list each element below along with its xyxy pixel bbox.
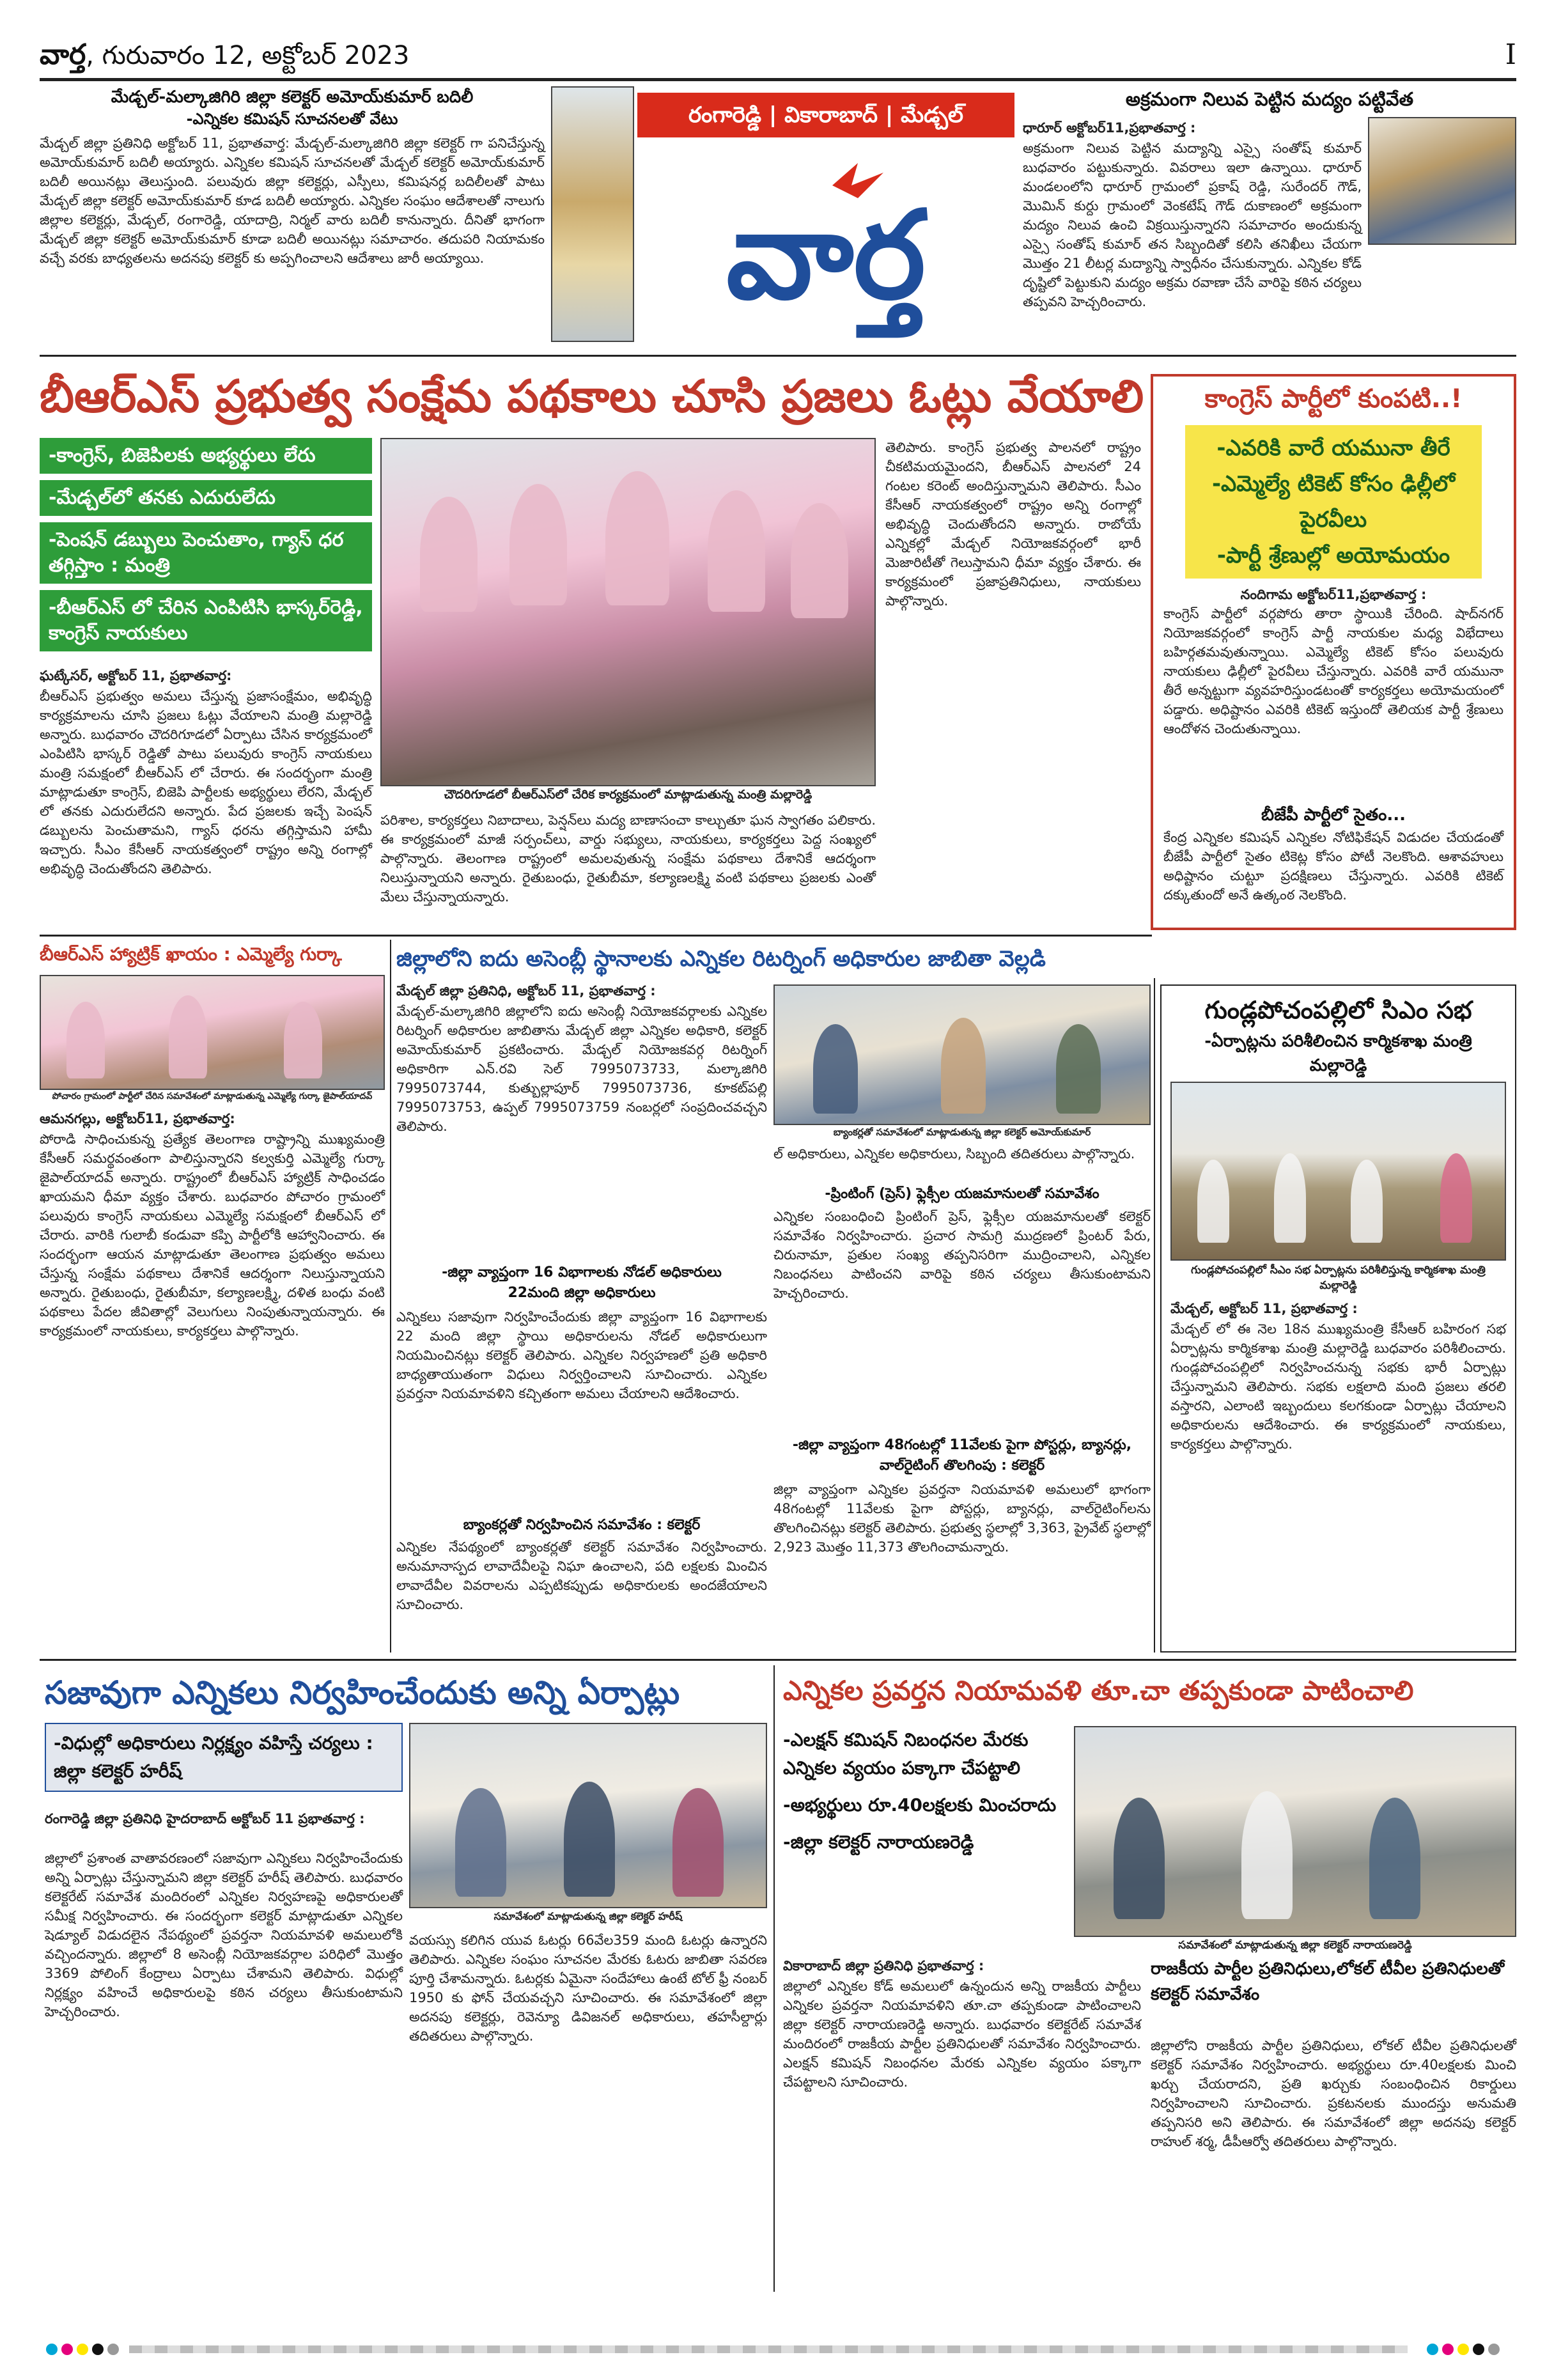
- bottom-left-sub: [45, 1723, 403, 1792]
- returning-sub1-line: -జిల్లా వ్యాప్తంగా 16 విభాగాలకు నోడల్ అధికారులు: [442, 1264, 722, 1280]
- seizure-photo: [1368, 117, 1516, 245]
- bottom-left-headline: సజావుగా ఎన్నికలు నిర్వహించేందుకు అన్ని ఏర్పాట్లు: [45, 1674, 680, 1711]
- congress-dateline: నందిగామ అక్టోబర్11,ప్రభాతవార్త :: [1240, 587, 1427, 602]
- bottom-right-dateline: వికారాబాద్ జిల్లా ప్రతినిధి ప్రభాతవార్త :: [783, 1958, 984, 1973]
- returning-dateline: మేడ్చల్ జిల్లా ప్రతినిధి, అక్టోబర్ 11, ప్రభాతవార్త :: [396, 983, 656, 999]
- footer-registration-bar: [40, 2340, 1516, 2359]
- hattrick-headline: బీఆర్ఎస్ హ్యాట్రిక్ ఖాయం : ఎమ్మెల్యే గుర్కా: [40, 944, 342, 965]
- story-liquor-seizure: [1023, 86, 1516, 348]
- lead-bullet: -మేడ్చల్‌లో తనకు ఎదురులేదు: [40, 480, 372, 516]
- lead-photo-caption: చౌదరిగూడలో బీఆర్ఎస్‌లో చేరిక కార్యక్రమంలో మాట్లాడుతున్న మంత్రి మల్లారెడ్డి: [444, 788, 812, 802]
- bankers-meeting-photo: [773, 984, 1151, 1125]
- district-banner: రంగారెడ్డి | వికారాబాద్ | మేడ్చల్: [637, 93, 1014, 137]
- lead-bullet: -కాంగ్రెస్, బిజెపిలకు అభ్యర్థులు లేరు: [40, 438, 372, 474]
- cm-sabha-dateline: మేడ్చల్, అక్టోబర్ 11, ప్రభాతవార్త :: [1170, 1301, 1358, 1316]
- collector-harish-caption: సమావేశంలో మాట్లాడుతున్న జిల్లా కలెక్టర్ హరీష్: [493, 1910, 683, 1922]
- bottom-left-dateline: రంగారెడ్డి జిల్లా ప్రతినిధి హైదరాబాద్ అక్టోబర్ 11 ప్రభాతవార్త :: [45, 1811, 365, 1826]
- returning-sub1: [396, 1263, 767, 1303]
- bottom-right-bullet: -ఎలక్షన్ కమిషన్ నిబంధనల మేరకు ఎన్నికల వ్యయం పక్కాగా చేపట్టాలి: [783, 1729, 1029, 1778]
- cm-sabha-sub: -ఏర్పాట్లను పరిశీలించిన కార్మికశాఖ మంత్రి మల్లారెడ్డి: [1204, 1032, 1472, 1075]
- returning-headline: జిల్లాలోని ఐదు అసెంబ్లీ స్థానాలకు ఎన్నికల రిటర్నింగ్ అధికారుల జాబితా వెల్లడి: [396, 946, 1046, 972]
- lead-photo: [380, 438, 876, 786]
- congress-headline: కాంగ్రెస్ పార్టీలో కుంపటి..!: [1204, 384, 1463, 414]
- cm-sabha-headline: గుండ్లపోచంపల్లిలో సిఎం సభ: [1204, 996, 1472, 1024]
- returning-sub3: -ప్రింటింగ్ (ప్రెస్) ఫ్లెక్సీల యజమానులతో సమావేశం: [825, 1186, 1099, 1202]
- lead-headline: బీఆర్ఎస్ ప్రభుత్వ సంక్షేమ పథకాలు చూసి ప్రజలు ఓట్లు వేయాలి: [40, 370, 1144, 423]
- congress-body2: కేంద్ర ఎన్నికల కమిషన్ ఎన్నికల నోటిఫికేషన్ విడుదల చేయడంతో బీజేపీ పార్టీలో సైతం టికెట్ల కోసం పోటీ నెలకొంది. ఆశావహులు అధిష్టానం చుట్టూ ప్రదక్షిణలు చేస్తున్నారు. ఎవరికి టికెట్ దక్కుతుందో అనే ఉత్కంఠ నెలకొంది.: [1163, 830, 1503, 903]
- bottom-right-headline: ఎన్నికల ప్రవర్తన నియామవళి తూ.చా తప్పకుండా పాటించాలి: [783, 1675, 1414, 1706]
- hattrick-dateline: ఆమనగల్లు, అక్టోబర్11, ప్రభాతవార్త:: [40, 1111, 235, 1126]
- cm-sabha-box: [1160, 984, 1516, 1653]
- returning-sub1b-line: 22మంది జిల్లా అధికారులు: [508, 1285, 656, 1301]
- returning-sub4: -జిల్లా వ్యాప్తంగా 48గంటల్లో 11వేలకు పైగా పోస్టర్లు, బ్యానర్లు, వాల్‌రైటింగ్ తొలగింపు : కలెక్టర్: [792, 1437, 1132, 1474]
- congress-bullet: -ఎమ్మెల్యే టికెట్ కోసం ఢిల్లీలో పైరవీలు: [1211, 471, 1456, 533]
- bottom-left-body2: వయస్సు కలిగిన యువ ఓటర్లు 66వేల359 మంది ఓటర్లు ఉన్నారని తెలిపారు. ఎన్నికల సంఘం సూచనల మేరకు ఓటరు జాబితా సవరణ పూర్తి చేశామన్నారు. ఓటర్లకు ఏమైనా సందేహాలు ఉంటే టోల్ ఫ్రీ నంబర్ 1950 కు ఫోన్ చేయవచ్చని సూచించారు. ఈ సమావేశంలో జిల్లా అదనపు కలెక్టర్లు, రెవెన్యూ డివిజనల్ అధికారులు, తహసీల్దార్లు తదితరులు పాల్గొన్నారు.: [409, 1933, 767, 2044]
- masthead: [40, 38, 1516, 75]
- vertical-rule-2: [1154, 978, 1155, 1653]
- story-collector-transfer: [40, 86, 545, 345]
- returning-body2: ఎన్నికలు సజావుగా నిర్వహించేందుకు జిల్లా వ్యాప్తంగా 16 విభాగాలకు 22 మంది జిల్లా స్థాయి అధికారులను నోడల్ అధికారులుగా నియమించినట్లు కలెక్టర్ తెలిపారు. ఎన్నికల నిర్వహణలో ప్రతి అధికారి బాధ్యతాయుతంగా విధులు నిర్వర్తించాలని సూచించారు. ఎన్నికల ప్రవర్తనా నియమావళిని కచ్చితంగా అమలు చేయాలని ఆదేశించారు.: [396, 1309, 767, 1401]
- hattrick-photo-caption: పోచారం గ్రామంలో పార్టీలో చేరిన సమావేశంలో మాట్లాడుతున్న ఎమ్మెల్యే గుర్కా జైపాల్‌యాదవ్: [52, 1091, 373, 1101]
- hattrick-body: పోరాడి సాధించుకున్న ప్రత్యేక తెలంగాణ రాష్ట్రాన్ని ముఖ్యమంత్రి కేసీఆర్ సమర్థవంతంగా పాలిస్తున్నారని కల్వకుర్తి ఎమ్మెల్యే గుర్కా జైపాల్‌యాదవ్ అన్నారు. రాష్ట్రంలో బీఆర్ఎస్ హ్యాట్రిక్ సాధించడం ఖాయమని ధీమా వ్యక్తం చేశారు. బుధవారం పోచారం గ్రామంలో పలువురు కాంగ్రెస్ నాయకులు ఎమ్మెల్యే సమక్షంలో బీఆర్ఎస్ లో చేరారు. వారికి గులాబీ కండువా కప్పి పార్టీలోకి ఆహ్వానించారు. ఈ సందర్భంగా ఆయన మాట్లాడుతూ తెలంగాణ ప్రభుత్వం అమలు చేస్తున్న సంక్షేమ పథకాలు దేశానికే ఆదర్శంగా నిలుస్తున్నాయని అన్నారు. రైతుబంధు, రైతుబీమా, కల్యాణలక్ష్మి, దళిత బంధు వంటి పథకాలు పేదల జీవితాల్లో వెలుగులు నింపుతున్నాయన్నారు. ఈ కార్యక్రమంలో నాయకులు, కార్యకర్తలు పాల్గొన్నారు.: [40, 1132, 385, 1339]
- masthead-rule: [40, 78, 1516, 81]
- bottom-left-body1: జిల్లాలో ప్రశాంత వాతావరణంలో సజావుగా ఎన్నికలు నిర్వహించేందుకు అన్ని ఏర్పాట్లు చేస్తున్నామని జిల్లా కలెక్టర్ హరీష్ తెలిపారు. బుధవారం కలెక్టరేట్ సమావేశ మందిరంలో ఎన్నికల నిర్వహణపై అధికారులతో సమీక్ష నిర్వహించారు. ఈ సందర్భంగా కలెక్టర్ మాట్లాడుతూ ఎన్నికల షెడ్యూల్ విడుదలైన నేపథ్యంలో ప్రవర్తనా నియమావళి అమలులోకి వచ్చిందన్నారు. జిల్లాలో 8 అసెంబ్లీ నియోజకవర్గాల పరిధిలో మొత్తం 3369 పోలింగ్ కేంద్రాలు ఏర్పాటు చేశామని తెలిపారు. విధుల్లో నిర్లక్ష్యం వహించే అధికారులపై కఠిన చర్యలు తీసుకుంటామని హెచ్చరించారు.: [45, 1851, 403, 2019]
- bottom-right-bullet: -అభ్యర్థులు రూ.40లక్షలకు మించరాదు: [783, 1794, 1057, 1816]
- district-banner-block: [551, 86, 1018, 348]
- lead-dateline: ఘట్కేసర్, అక్టోబర్ 11, ప్రభాతవార్త:: [40, 668, 232, 683]
- cm-sabha-photo: [1170, 1082, 1506, 1261]
- bottom-right-bullets: [783, 1726, 1064, 1856]
- congress-body: కాంగ్రెస్ పార్టీలో వర్గపోరు తారా స్థాయికి చేరింది. షాద్‌నగర్ నియోజకవర్గంలో కాంగ్రెస్ పార్టీ నాయకుల మధ్య విభేదాలు బహిర్గతమవుతున్నాయి. ఎమ్మెల్యే టికెట్ కోసం పలువురు నాయకులు ఢిల్లీలో పైరవీలు చేస్తున్నారు. ఎవరికి వారే యమునా తీరే అన్నట్టుగా వ్యవహరిస్తుండటంతో కార్యకర్తలు అయోమయంలో పడ్డారు. అధిష్టానం ఎవరికి టికెట్ ఇస్తుందో తెలియక పార్టీ శ్రేణులు ఆందోళన చెందుతున్నాయి.: [1163, 606, 1503, 736]
- headline: మేడ్చల్-మల్కాజిగిరి జిల్లా కలెక్టర్ అమోయ్‌కుమార్ బదిలీ: [111, 88, 474, 107]
- body: అక్రమంగా నిలువ పెట్టిన మద్యాన్ని ఎస్సై సంతోష్ కుమార్ బుధవారం పట్టుకున్నారు. వివరాలు ఇలా ఉన్నాయి. ధారూర్ మండలంలోని ధారూర్ గ్రామంలో ప్రకాష్ రెడ్డి, సురేందర్ గౌడ్, మొమిన్ కుర్దు గ్రామంలో వెంకటేష్ గౌడ్ దుకాణంలో అక్రమంగా మద్యం నిలువ ఉంచి విక్రయిస్తున్నారని సమాచారం అందుకున్న ఎస్సై సంతోష్ కుమార్ తన సిబ్బందితో కలిసి తనిఖీలు చేయగా మొత్తం 21 లీటర్ల మద్యాన్ని స్వాధీనం చేసుకున్నారు. ఎన్నికల కోడ్ దృష్టిలో పెట్టుకుని మద్యం అక్రమ రవాణా చేసే వారిపై కఠిన చర్యలు తప్పవని హెచ్చరించారు.: [1023, 141, 1362, 309]
- section-rule-1: [40, 355, 1516, 357]
- bottom-right-col2-head: రాజకీయ పార్టీల ప్రతినిధులు,లోకల్ టీవీల ప్రతినిధులతో కలెక్టర్ సమావేశం: [1151, 1959, 1505, 2004]
- vertical-rule-3: [773, 1665, 775, 2292]
- dateline: ధారూర్ అక్టోబర్11,ప్రభాతవార్త :: [1023, 120, 1196, 136]
- returning-body1: మేడ్చల్-మల్కాజిగిరి జిల్లాలోని ఐదు అసెంబ్లీ నియోజకవర్గాలకు ఎన్నికల రిటర్నింగ్ అధికారుల జాబితాను మేడ్చల్ జిల్లా ఎన్నికల అధికారి, కలెక్టర్ అమోయ్‌కుమార్ ప్రకటించారు. మేడ్చల్ నియోజకవర్గ రిటర్నింగ్ అధికారిగా ఎన్.రవి సెల్ 7995073733, మల్కాజిగిరి 7995073744, కుత్బుల్లాపూర్ 7995073736, కూకట్‌పల్లి 7995073753, ఉప్పల్ 7995073759 నంబర్లలో సంప్రదించవచ్చని తెలిపారు.: [396, 1004, 767, 1134]
- vertical-rule-1: [390, 940, 391, 1653]
- logo: [641, 147, 1011, 332]
- bankers-photo-caption: బ్యాంకర్లతో సమావేశంలో మాట్లాడుతున్న జిల్లా కలెక్టర్ అమోయ్‌కుమార్: [833, 1126, 1091, 1138]
- bottom-right-body1: జిల్లాలో ఎన్నికల కోడ్ అమలులో ఉన్నందున అన్ని రాజకీయ పార్టీలు ఎన్నికల ప్రవర్తనా నియమావళిని తూ.చా తప్పకుండా పాటించాలని జిల్లా కలెక్టర్ నారాయణరెడ్డి అన్నారు. బుధవారం కలెక్టరేట్ సమావేశ మందిరంలో రాజకీయ పార్టీల ప్రతినిధులతో సమావేశం నిర్వహించారు. ఎలక్షన్ కమిషన్ నిబంధనల మేరకు ఎన్నికల వ్యయం పక్కాగా చేపట్టాలని సూచించారు.: [783, 1979, 1141, 2090]
- congress-bullet: -ఎవరికి వారే యమునా తీరే: [1216, 435, 1450, 461]
- temple-photo: [551, 86, 634, 342]
- congress-subhead: బీజేపీ పార్టీలో సైతం...: [1261, 805, 1406, 825]
- congress-bullet: -పార్టీ శ్రేణుల్లో అయోమయం: [1216, 543, 1450, 568]
- returning-body3: ఎన్నికల నేపథ్యంలో బ్యాంకర్లతో కలెక్టర్ సమావేశం నిర్వహించారు. అనుమానాస్పద లావాదేవీలపై నిఘా ఉంచాలని, పది లక్షలకు మించిన లావాదేవీల వివరాలను ఎప్పటికప్పుడు అధికారులకు అందజేయాలని సూచించారు.: [396, 1539, 767, 1612]
- lead-col1: బీఆర్ఎస్ ప్రభుత్వం అమలు చేస్తున్న ప్రజాసంక్షేమం, అభివృద్ధి కార్యక్రమాలను చూసి ప్రజలు ఓట్లు వేయాలని మంత్రి మల్లారెడ్డి అన్నారు. బుధవారం చౌదరిగూడలో ఏర్పాటు చేసిన కార్యక్రమంలో ఎంపిటిసి భాస్కర్ రెడ్డితో పాటు పలువురు కాంగ్రెస్ నాయకులు మంత్రి సమక్షంలో బీఆర్ఎస్ లో చేరారు. ఈ సందర్భంగా మంత్రి మాట్లాడుతూ కాంగ్రెస్, బిజెపి పార్టీలకు అభ్యర్థులు లేరని, మేడ్చల్ లో తనకు ఎదురులేదని అన్నారు. పేద ప్రజలకు ఇచ్చే పెంషన్ డబ్బులను పెంచుతామని, గ్యాస్ ధరను తగ్గిస్తామని హామీ ఇచ్చారు. సీఎం కేసీఆర్ నాయకత్వంలో రాష్ట్రం అన్ని రంగాల్లో అభివృద్ధి చెందుతోందని తెలిపారు.: [40, 688, 372, 876]
- hattrick-photo: [40, 975, 385, 1090]
- returning-col2b: ఎన్నికల సంబంధించి ప్రింటింగ్ ప్రెస్, ఫ్లెక్సీల యజమానులతో కలెక్టర్ సమావేశం నిర్వహించారు. ప్రచార సామగ్రి ముద్రణలో ప్రింటర్ పేరు, చిరునామా, ప్రతుల సంఖ్య తప్పనిసరిగా ముద్రించాలని, ఎన్నికల నిబంధనలు పాటించని వారిపై కఠిన చర్యలు తీసుకుంటామని హెచ్చరించారు.: [773, 1209, 1151, 1301]
- body-continued: [1023, 249, 1516, 345]
- cm-sabha-body: మేడ్చల్ లో ఈ నెల 18న ముఖ్యమంత్రి కేసీఆర్ బహిరంగ సభ ఏర్పాట్లను కార్మికశాఖ మంత్రి మల్లారెడ్డి బుధవారం పరిశీలించారు. గుండ్లపోచంపల్లిలో నిర్వహించనున్న సభకు భారీ ఏర్పాట్లు చేస్తున్నామని తెలిపారు. సభకు లక్షలాది మంది ప్రజలు తరలి వస్తారని, ఎలాంటి ఇబ్బందులు కలగకుండా ఏర్పాట్లు చేయాలని అధికారులను ఆదేశించారు. ఈ కార్యక్రమంలో నాయకులు, కార్యకర్తలు పాల్గొన్నారు.: [1170, 1321, 1506, 1452]
- bottom-right-bullet: -జిల్లా కలెక్టర్ నారాయణరెడ్డి: [783, 1832, 974, 1853]
- logo-text: వార్త: [726, 185, 926, 326]
- bottom-right-body2: జిల్లాలోని రాజకీయ పార్టీల ప్రతినిధులు, లోకల్ టీవీల ప్రతినిధులతో కలెక్టర్ సమావేశం నిర్వహించారు. అభ్యర్థులు రూ.40లక్షలకు మించి ఖర్చు చేయరాదని, ప్రతి ఖర్చుకు సంబంధించిన రికార్డులు నిర్వహించాలని సూచించారు. ప్రకటనలకు ముందస్తు అనుమతి తప్పనిసరి అని తెలిపారు. ఈ సమావేశంలో జిల్లా అదనపు కలెక్టర్ రాహుల్ శర్మ, డీపీఆర్వో తదితరులు పాల్గొన్నారు.: [1151, 2038, 1516, 2149]
- returning-col2a: ల్ అధికారులు, ఎన్నికల అధికారులు, సిబ్బంది తదితరులు పాల్గొన్నారు.: [773, 1146, 1135, 1162]
- headline: అక్రమంగా నిలువ పెట్టిన మద్యం పట్టివేత: [1125, 88, 1414, 110]
- lead-col2: పరిశాల, కార్యకర్తలు నిబాదాలు, పెన్షన్‌లు మద్య బాణాసంచా కాల్చుతూ ఘన స్వాగతం పలికారు. ఈ కార్యక్రమంలో మాజీ సర్పంచ్‌లు, వార్డు సభ్యులు, నాయకులు, కార్యకర్తలు పెద్ద సంఖ్యలో పాల్గొన్నారు. తెలంగాణ రాష్ట్రంలో అమలవుతున్న సంక్షేమ పథకాలు దేశానికే ఆదర్శంగా నిలుస్తున్నాయని అన్నారు. రైతుబంధు, రైతుబీమా, కల్యాణలక్ష్మి వంటి పథకాలు ప్రజలకు ఎంతో మేలు చేస్తున్నాయన్నారు.: [380, 813, 876, 905]
- section-rule-2: [40, 935, 1152, 937]
- collector-harish-photo: [409, 1723, 767, 1908]
- lead-bullet: -బీఆర్ఎస్ లో చేరిన ఎంపిటిసి భాస్కర్‌రెడ్డి, కాంగ్రెస్ నాయకులు: [40, 590, 372, 651]
- bottom-left-sub-text: -విధుల్లో అధికారులు నిర్లక్ష్యం వహిస్తే చర్యలు : జిల్లా కలెక్టర్ హరీష్: [45, 1723, 403, 1792]
- congress-box: [1151, 374, 1516, 930]
- congress-bullets: [1185, 425, 1482, 579]
- cm-sabha-photo-caption: గుండ్లపోచంపల్లిలో సీఎం సభ ఏర్పాట్లను పరిశీలిస్తున్న కార్మికశాఖ మంత్రి మల్లారెడ్డి: [1191, 1264, 1486, 1292]
- paper-name: వార్త: [40, 38, 86, 71]
- lead-bullets-box: [40, 438, 372, 658]
- subhead: -ఎన్నికల కమిషన్ సూచనలతో వేటు: [186, 110, 398, 128]
- date-line: , గురువారం 12, అక్టోబర్ 2023: [86, 41, 410, 70]
- returning-col2c: జిల్లా వ్యాప్తంగా ఎన్నికల ప్రవర్తనా నియమావళి అమలులో భాగంగా 48గంటల్లో 11వేలకు పైగా పోస్టర్లు, బ్యానర్లు, వాల్‌రైటింగ్‌లను తొలగించినట్లు కలెక్టర్ తెలిపారు. ప్రభుత్వ స్థలాల్లో 3,363, ప్రైవేట్ స్థలాల్లో 2,923 మొత్తం 11,373 తొలగించామన్నారు.: [773, 1482, 1151, 1555]
- lead-col3: తెలిపారు. కాంగ్రెస్ ప్రభుత్వ పాలనలో రాష్ట్రం చీకటిమయమైందని, బీఆర్ఎస్ పాలనలో 24 గంటల కరెంట్ అందిస్తున్నామని తెలిపారు. సీఎం కేసీఆర్ నాయకత్వంలో రాష్ట్రం అన్ని రంగాల్లో అభివృద్ధి చెందుతోందని అన్నారు. రాబోయే ఎన్నికల్లో మేడ్చల్ నియోజకవర్గంలో భారీ మెజారిటీతో గెలుస్తామని ధీమా వ్యక్తం చేశారు. ఈ కార్యక్రమంలో ప్రజాప్రతినిధులు, నాయకులు పాల్గొన్నారు.: [885, 440, 1141, 609]
- page-number: I: [1505, 38, 1516, 71]
- collector-narayana-caption: సమావేశంలో మాట్లాడుతున్న జిల్లా కలెక్టర్ నారాయణరెడ్డి: [1178, 1939, 1412, 1952]
- collector-narayana-photo: [1074, 1726, 1516, 1937]
- section-rule-3: [40, 1659, 1516, 1661]
- body: మేడ్చల్ జిల్లా ప్రతినిధి అక్టోబర్ 11, ప్రభాతవార్త: మేడ్చల్-మల్కాజిగిరి జిల్లా కలెక్టర్ గా పనిచేస్తున్న అమోయ్‌కుమార్ బదిలీ అయ్యారు. ఎన్నికల కమిషన్ సూచనలతో మేడ్చల్ కలెక్టర్ అమోయ్‌కుమార్ బదిలీ అయినట్లు తెలుస్తుంది. పలువురు జిల్లా కలెక్టర్లు, ఎస్పీలు, కమిషనర్ల బదిలీలతో పాటు మేడ్చల్ జిల్లా కలెక్టర్ అమోయ్‌కుమార్ కూడ బదిలీ అయ్యారు. ఎన్నికల సంఘం ఆదేశాలతో నాలుగు జిల్లాల కలెక్టర్లు, మేడ్చల్, రంగారెడ్డి, యాదాద్రి, నిర్మల్ వారు బదిలీ కానున్నారు. దీనితో భాగంగా మేడ్చల్ జిల్లా కలెక్టర్ అమోయ్‌కుమార్ కూడా బదిలీ అయినట్లు సమాచారం. తదుపరి నియామకం వచ్చే వరకు బాధ్యతలను అదనపు కలెక్టర్ కు అప్పగించాలని ఆదేశాలు జారీ అయ్యాయి.: [40, 136, 545, 266]
- returning-sub2: బ్యాంకర్లతో నిర్వహించిన సమావేశం : కలెక్టర్: [463, 1517, 701, 1533]
- lead-bullet: -పెంషన్ డబ్బులు పెంచుతాం, గ్యాస్ ధర తగ్గిస్తాం : మంత్రి: [40, 522, 372, 584]
